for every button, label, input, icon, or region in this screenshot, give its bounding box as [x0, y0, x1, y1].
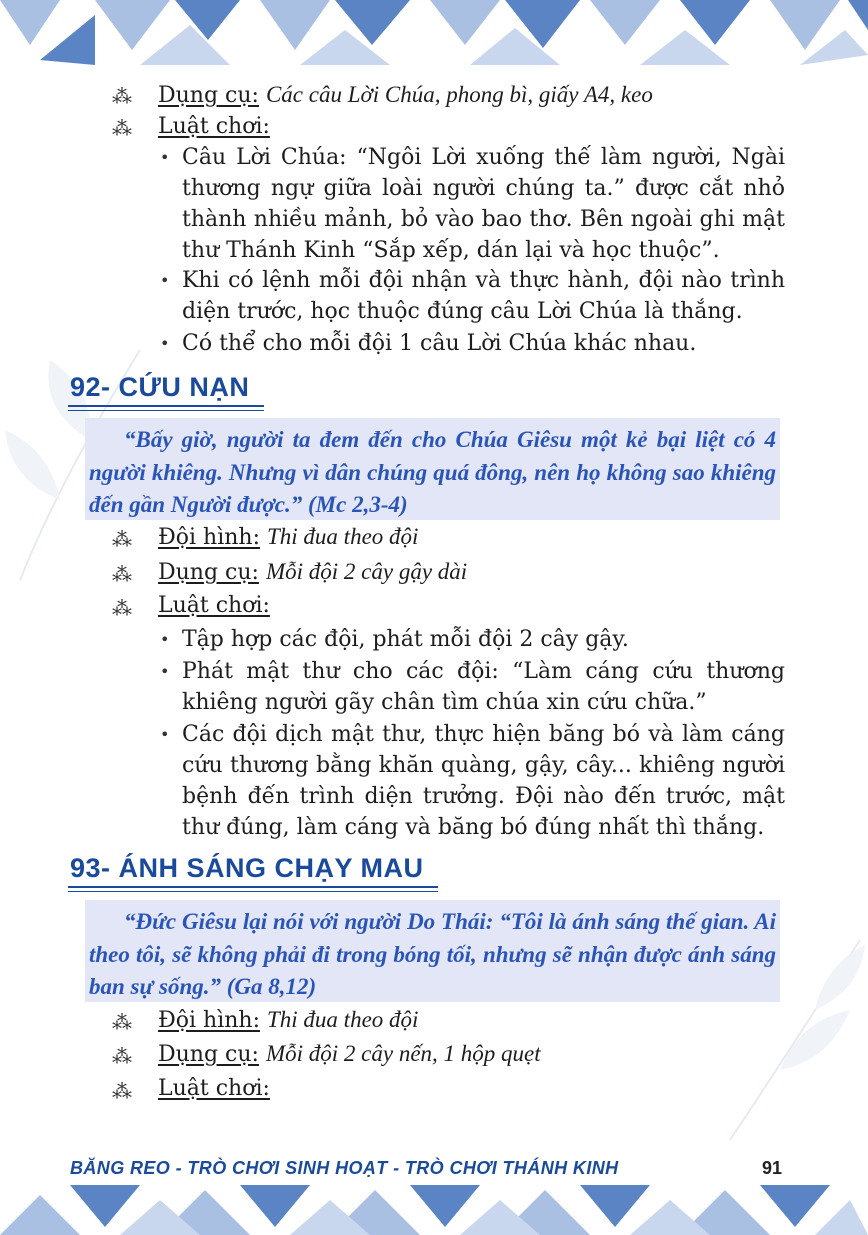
flower-bullet-icon: ⁂: [112, 1079, 132, 1103]
item-value: Mỗi đội 2 cây nến, 1 hộp quẹt: [265, 1041, 541, 1066]
item-label: Dụng cụ:: [158, 1042, 259, 1067]
page-number: 91: [762, 1158, 783, 1178]
dot-bullet-icon: •: [160, 725, 170, 744]
dot-bullet-icon: •: [160, 334, 170, 353]
item-formation: [158, 521, 418, 553]
item-tools: [158, 79, 653, 111]
heading-underline: [68, 886, 438, 888]
item-label: Đội hình:: [158, 525, 260, 550]
flower-bullet-icon: ⁂: [112, 562, 132, 586]
item-label: Đội hình:: [158, 1008, 260, 1033]
quote-text: “Đức Giêsu lại nói với người Do Thái: “Tôi là ánh sáng thế gian. Ai theo tôi, sẽ không phải đi trong bóng tối, nhưng sẽ nhận được ánh sáng ban sự sống.” (Ga 8,12): [89, 909, 776, 999]
dot-bullet-icon: •: [160, 148, 170, 167]
section-heading-93: 93- ÁNH SÁNG CHẠY MAU: [70, 853, 424, 883]
flower-bullet-icon: ⁂: [112, 116, 132, 140]
item-tools: [158, 556, 467, 588]
heading-underline-thin: [68, 410, 264, 411]
flower-bullet-icon: ⁂: [112, 1044, 132, 1068]
flower-bullet-icon: ⁂: [112, 1010, 132, 1034]
item-rules: [158, 1073, 270, 1104]
item-rules: [158, 111, 270, 142]
item-value: Thi đua theo đội: [267, 524, 419, 549]
rule-text: Tập hợp các đội, phát mỗi đội 2 cây gậy.: [182, 627, 629, 652]
rule-text: Các đội dịch mật thư, thực hiện băng bó và làm cáng cứu thương bằng khăn quàng, gậy, cây... khiêng người bệnh đến trình diện trưởng. Đội nào đến trước, mật thư đúng, làm cáng và băng bó đúng nhất thì thắng.: [182, 722, 785, 840]
dot-bullet-icon: •: [160, 630, 170, 649]
rule-text: Có thể cho mỗi đội 1 câu Lời Chúa khác nhau.: [182, 331, 697, 356]
item-label: Luật chơi:: [158, 1076, 270, 1101]
quote-text: “Bấy giờ, người ta đem đến cho Chúa Giêsu một kẻ bại liệt có 4 người khiêng. Nhưng vì dân chúng quá đông, nên họ không sao khiêng đến gần Người được.” (Mc 2,3-4): [89, 427, 776, 517]
item-label: Luật chơi:: [158, 114, 270, 139]
scripture-quote-93: [85, 900, 780, 1002]
section-heading-92: 92- CỨU NẠN: [70, 372, 250, 402]
rule-text: Câu Lời Chúa: “Ngôi Lời xuống thế làm người, Ngài thương ngự giữa loài người chúng ta.” được cắt nhỏ thành nhiều mảnh, bỏ vào bao thơ. Bên ngoài ghi mật thư Thánh Kinh “Sắp xếp, dán lại và học thuộc”.: [182, 145, 785, 263]
item-label: Dụng cụ:: [158, 83, 259, 108]
scripture-quote-92: [85, 418, 780, 520]
item-value: Thi đua theo đội: [267, 1007, 419, 1032]
item-value: Mỗi đội 2 cây gậy dài: [265, 559, 468, 584]
item-tools: [158, 1038, 541, 1070]
item-label: Dụng cụ:: [158, 560, 259, 585]
heading-underline: [68, 405, 264, 407]
item-label: Luật chơi:: [158, 593, 270, 618]
item-value: Các câu Lời Chúa, phong bì, giấy A4, keo: [265, 82, 653, 107]
flower-bullet-icon: ⁂: [112, 84, 132, 108]
flower-bullet-icon: ⁂: [112, 527, 132, 551]
rule-text: Phát mật thư cho các đội: “Làm cáng cứu thương khiêng người gãy chân tìm chúa xin cứu chữa.”: [182, 659, 785, 715]
item-formation: [158, 1004, 418, 1036]
running-footer-title: BĂNG REO - TRÒ CHƠI SINH HOẠT - TRÒ CHƠI THÁNH KINH: [70, 1158, 619, 1178]
rule-text: Khi có lệnh mỗi đội nhận và thực hành, đội nào trình diện trước, học thuộc đúng câu Lời Chúa là thắng.: [182, 268, 785, 324]
dot-bullet-icon: •: [160, 271, 170, 290]
dot-bullet-icon: •: [160, 662, 170, 681]
item-rules: [158, 590, 270, 621]
flower-bullet-icon: ⁂: [112, 596, 132, 620]
heading-underline-thin: [68, 891, 438, 892]
